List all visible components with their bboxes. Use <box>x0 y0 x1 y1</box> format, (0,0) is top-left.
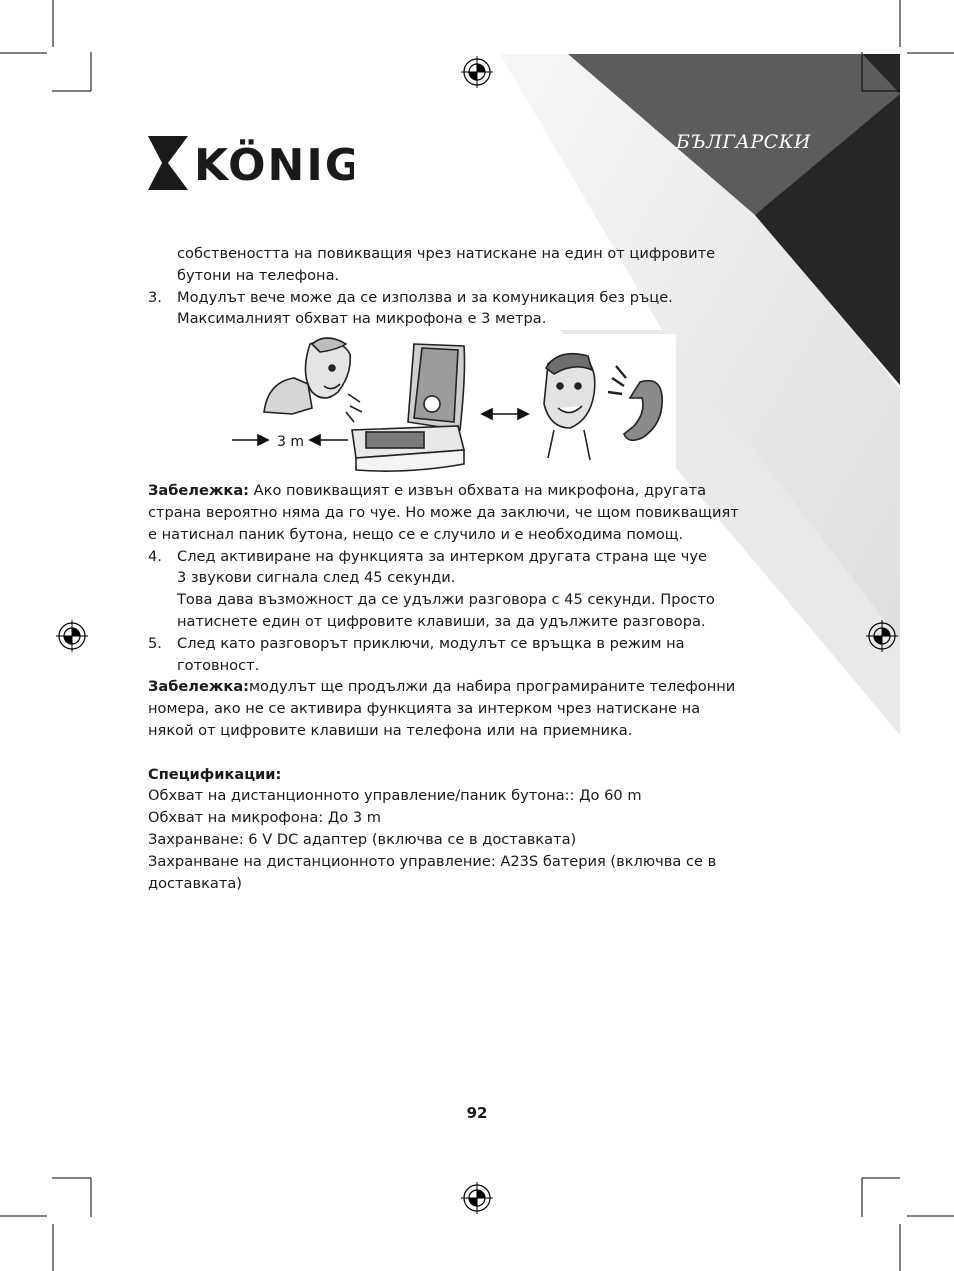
paragraph-continuation: собствеността на повикващия чрез натискане на един от цифровите <box>177 245 716 262</box>
spec-line: Обхват на дистанционното управление/паник бутона:: До 60 m <box>148 787 642 805</box>
note-2: Забележка:модулът ще продължи да набира програмираните телефонни номера, ако не се активира функцията за интерком чрез натискане на някой от цифровите клавиши на телефона или на приемника. <box>148 678 736 739</box>
note-label: Забележка: <box>148 482 250 500</box>
intercom-illustration <box>228 334 676 474</box>
list-item-3: 3. Модулът вече може да се използва и за комуникация без ръце. Максималният обхват на микрофона е 3 метра. <box>148 288 673 328</box>
konig-logo <box>148 136 354 190</box>
logo-wordmark: KÖNIG <box>194 140 354 190</box>
spec-line: Захранване на дистанционното управление: A23S батерия (включва се в <box>148 852 717 870</box>
logo-mark-icon <box>148 136 354 190</box>
list-number: 3. <box>148 288 162 306</box>
spec-line: Обхват на микрофона: До 3 m <box>148 809 381 827</box>
list-item-4: 4. След активиране на функцията за интерком другата страна ще чуе 3 звукови сигнала след 45 секунди. Това дава възможност да се удължи разговора с 45 секунди. Просто натиснете един от цифровите клавиши, за да удължите разговора. <box>148 547 715 630</box>
note-1: Забележка: Ако повикващият е извън обхвата на микрофона, другата страна вероятно няма да го чуе. Но може да заключи, че щом повикващият е натиснал паник бутона, нещо се е случило и е необходима помощ. <box>148 482 739 543</box>
registration-mark-left <box>56 620 88 652</box>
spec-line: доставката) <box>148 874 242 892</box>
paragraph-continuation: бутони на телефона. <box>177 266 340 284</box>
list-number: 5. <box>148 634 162 652</box>
registration-mark-top <box>461 56 493 88</box>
list-item-5: 5. След като разговорът приключи, модулът се връщка в режим на готовност. <box>148 634 685 674</box>
language-label: БЪЛГАРСКИ <box>676 131 811 153</box>
list-number: 4. <box>148 547 162 565</box>
specifications <box>148 764 748 895</box>
specs-title: Спецификации: <box>148 765 282 783</box>
page-number: 92 <box>466 1104 488 1122</box>
distance-label: 3 m <box>277 434 304 450</box>
note-label: Забележка: <box>148 678 250 696</box>
registration-mark-bottom <box>461 1182 493 1214</box>
spec-line: Захранване: 6 V DC адаптер (включва се в доставката) <box>148 830 577 848</box>
